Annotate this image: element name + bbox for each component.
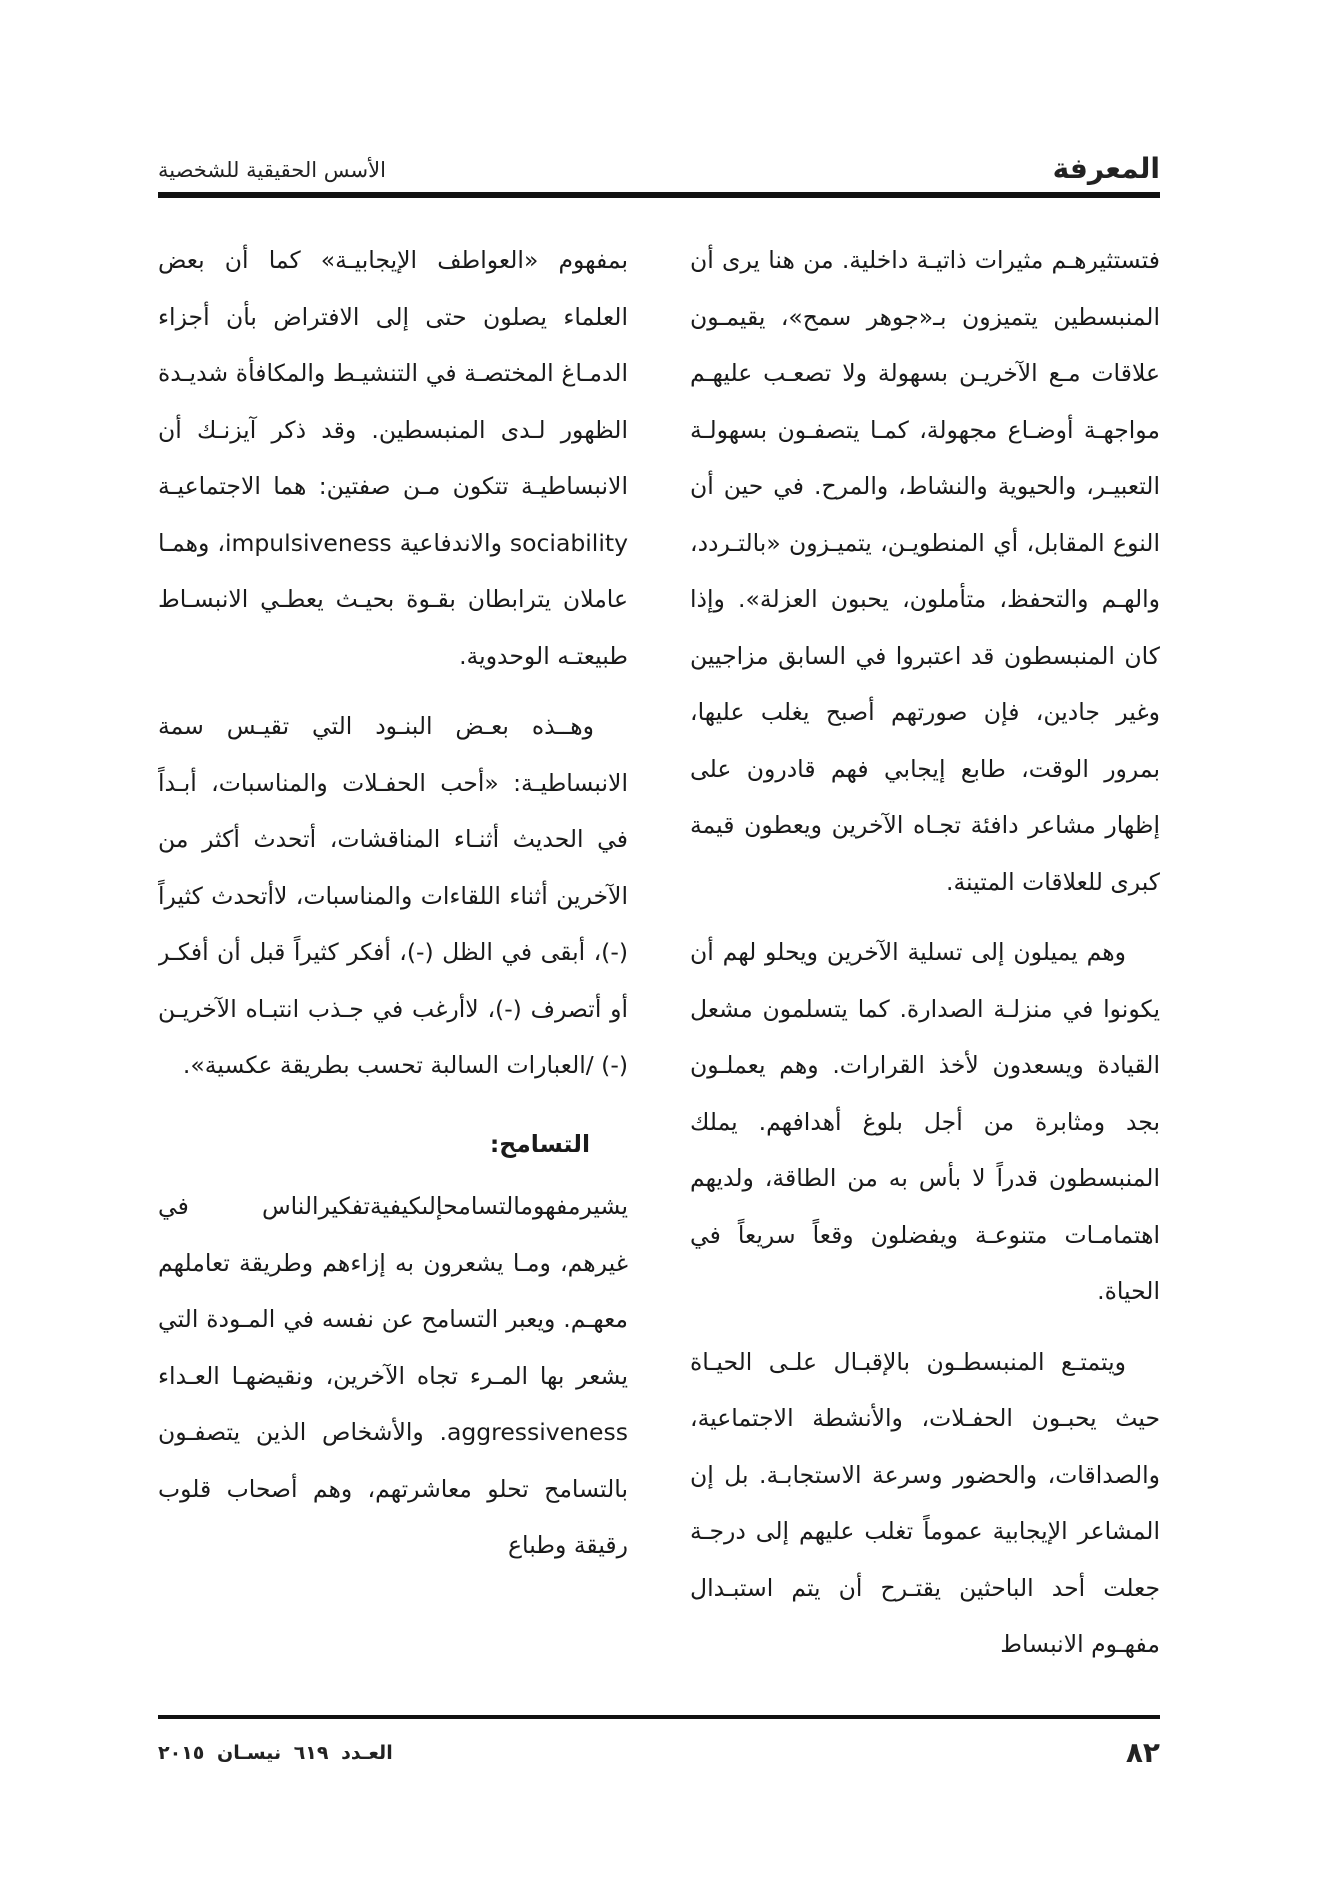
header-divider bbox=[158, 192, 1160, 198]
paragraph: وهــذه بعـض البنـود التي تقيـس سمة الانبساطيـة: «أحب الحفـلات والمناسبات، أبـداً في الحديث أثنـاء المناقشات، أتحدث أكثر من الآخرين أثناء اللقاءات والمناسبات، لاأتحدث كثيراً (-)، أبقى في الظل (-)، أفكر كثيراً قبل أن أفكـر أو أتصرف (-)، لاأرغب في جـذب انتبـاه الآخريـن (-) /العبارات السالبة تحسب بطريقة عكسية». bbox=[158, 712, 628, 1079]
paragraph: ويتمتـع المنبسطـون بالإقبـال علـى الحيـاة حيث يحبـون الحفـلات، والأنشطة الاجتماعية، والصداقات، والحضور وسرعة الاستجابـة. بل إن المشاعر الإيجابية عموماً تغلب عليهم إلى درجـة جعلت أحد الباحثين يقتـرح أن يتم استبـدال مفهـوم الانبساط bbox=[690, 1347, 1160, 1658]
left-column bbox=[158, 232, 628, 1662]
running-title: الأسس الحقيقية للشخصية bbox=[158, 158, 386, 182]
right-column bbox=[690, 232, 1160, 1662]
section-heading: التسامح: bbox=[489, 1129, 590, 1158]
issue-info: العـدد ٦١٩ نيسـان ٢٠١٥ bbox=[158, 1742, 393, 1764]
paragraph: يشيرمفهومالتسامحإلىكيفيةتفكيرالناس في غيرهم، ومـا يشعرون به إزاءهم وطريقة تعاملهم معهـم. ويعبر التسامح عن نفسه في المـودة التي يشعر بها المـرء تجاه الآخرين، ونقيضهـا العـداء aggressiveness. والأشخاص الذين يتصفـون بالتسامح تحلو معاشرتهم، وهم أصحاب قلوب رقيقة وطباع bbox=[158, 1192, 628, 1559]
paragraph: بمفهوم «العواطف الإيجابيـة» كما أن بعض العلماء يصلون حتى إلى الافتراض بأن أجزاء الدمـاغ المختصـة في التنشيـط والمكافأة شديـدة الظهور لـدى المنبسطين. وقد ذكر آيزنـك أن الانبساطيـة تتكون مـن صفتين: هما الاجتماعيـة sociability والاندفاعية impulsiveness، وهمـا عاملان يترابطان بقـوة بحيـث يعطـي الانبسـاط طبيعتـه الوحدوية. bbox=[158, 246, 628, 670]
magazine-logo: المعرفة bbox=[1052, 152, 1160, 185]
page-header bbox=[158, 150, 1160, 190]
page-number: ٨٢ bbox=[1125, 1736, 1160, 1769]
paragraph: وهم يميلون إلى تسلية الآخرين ويحلو لهم أن يكونوا في منزلـة الصدارة. كما يتسلمون مشعل القيادة ويسعدون لأخذ القرارات. وهم يعملـون بجد ومثابرة من أجل بلوغ أهدافهم. يملك المنبسطون قدراً لا بأس به من الطاقة، ولديهم اهتمامـات متنوعـة ويفضلون وقعاً سريعاً في الحياة. bbox=[690, 938, 1160, 1305]
footer-divider bbox=[158, 1715, 1160, 1719]
paragraph: فتستثيرهـم مثيرات ذاتيـة داخلية. من هنا يرى أن المنبسطين يتميزون بـ«جوهر سمح»، يقيمـون علاقات مـع الآخريـن بسهولة ولا تصعـب عليهـم مواجهـة أوضـاع مجهولة، كمـا يتصفـون بسهولـة التعبيـر، والحيوية والنشاط، والمرح. في حين أن النوع المقابل، أي المنطويـن، يتميـزون «بالتـردد، والهـم والتحفظ، متأملون، يحبون العزلة». وإذا كان المنبسطون قد اعتبروا في السابق مزاجيين وغير جادين، فإن صورتهم أصبح يغلب عليها، بمرور الوقت، طابع إيجابي فهم قادرون على إظهار مشاعر دافئة تجـاه الآخرين ويعطون قيمة كبرى للعلاقات المتينة. bbox=[690, 246, 1160, 896]
